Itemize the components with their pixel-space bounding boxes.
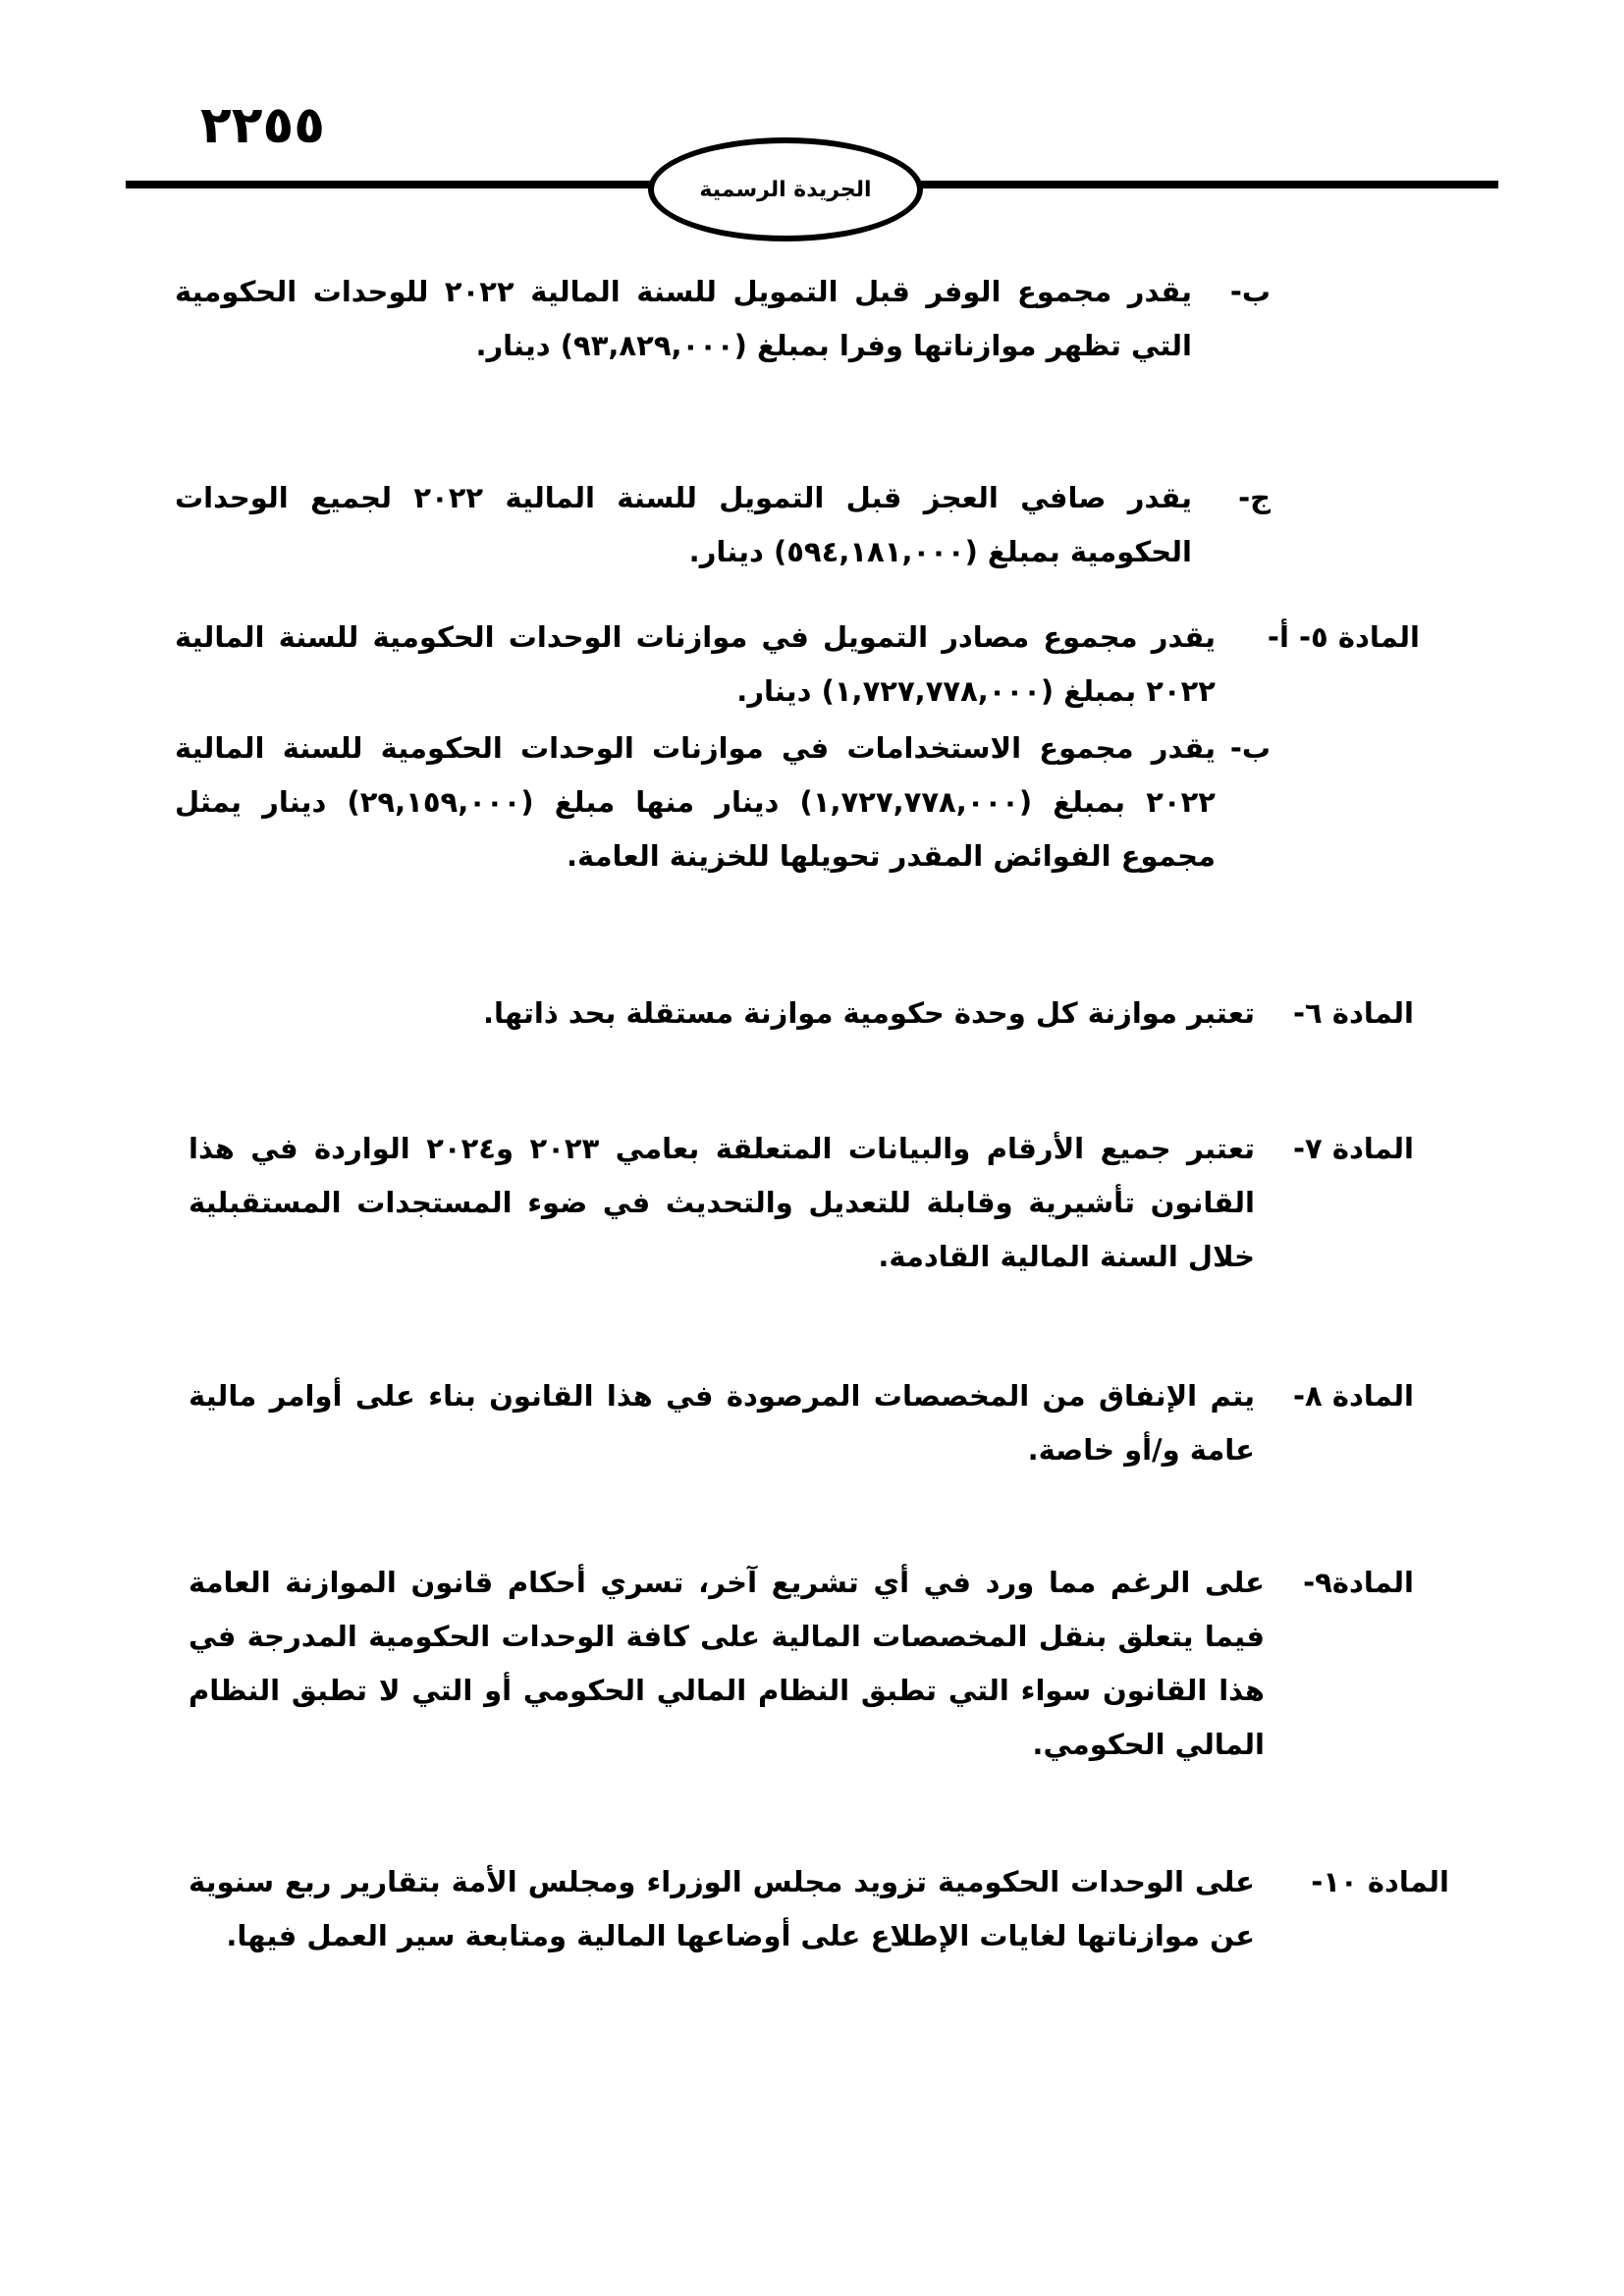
article-label: المادة ٦- (1292, 996, 1414, 1030)
article-10 (0, 1855, 1624, 2032)
article-5-a (0, 611, 1624, 728)
gazette-title-oval (648, 137, 923, 241)
article-text: تعتبر موازنة كل وحدة حكومية موازنة مستقلة بحد ذاتها. (482, 996, 1255, 1030)
clause-text: يقدر صافي العجز قبل التمويل للسنة المالية ٢٠٢٢ لجميع الوحدات الحكومية بمبلغ (٥٩٤,١٨١,٠٠٠) دينار. (175, 481, 1192, 568)
article-5-b (0, 721, 1624, 957)
clause-surplus (0, 265, 1624, 442)
clause-label: ج- (1238, 481, 1271, 514)
article-text: يتم الإنفاق من المخصصات المرصودة في هذا القانون بناء على أوامر مالية عامة و/أو خاصة. (189, 1379, 1255, 1467)
gazette-title: الجريدة الرسمية (699, 177, 872, 202)
article-label: المادة ١٠- (1311, 1865, 1449, 1898)
article-9 (0, 1556, 1624, 1791)
article-label: المادة ٨- (1292, 1379, 1414, 1413)
article-text: يقدر مجموع الاستخدامات في موازنات الوحدات الحكومية للسنة المالية ٢٠٢٢ بمبلغ (١,٧٢٧,٧٧٨,٠٠٠) دينار منها مبلغ (٢٩,١٥٩,٠٠٠) دينار يمثل مجموع الفوائض المقدر تحويلها للخزينة العامة. (175, 731, 1216, 873)
clause-label: ب- (1229, 275, 1271, 308)
page-number: ٢٢٥٥ (200, 96, 325, 155)
article-text: يقدر مجموع مصادر التمويل في موازنات الوحدات الحكومية للسنة المالية ٢٠٢٢ بمبلغ (١,٧٢٧,٧٧٨,٠٠٠) دينار. (175, 620, 1216, 708)
clause-deficit (0, 471, 1624, 589)
clause-text: يقدر مجموع الوفر قبل التمويل للسنة المالية ٢٠٢٢ للوحدات الحكومية التي تظهر موازناتها وفرا بمبلغ (٩٣,٨٢٩,٠٠٠) دينار. (175, 275, 1193, 362)
article-text: على الوحدات الحكومية تزويد مجلس الوزراء ومجلس الأمة بتقارير ربع سنوية عن موازناتها لغايات الإطلاع على أوضاعها المالية ومتابعة سير العمل فيها. (189, 1865, 1255, 1952)
article-7 (0, 1122, 1624, 1299)
article-label: المادة٩- (1303, 1566, 1414, 1599)
article-label: المادة ٥- أ- (1267, 620, 1420, 654)
article-6 (0, 987, 1624, 1045)
article-label: المادة ٧- (1292, 1132, 1414, 1165)
article-text: على الرغم مما ورد في أي تشريع آخر، تسري أحكام قانون الموازنة العامة فيما يتعلق بنقل المخصصات المالية على كافة الوحدات الحكومية المدرجة في هذا القانون سواء التي تطبق النظام المالي الحكومي أو التي لا تطبق النظام المالي الحكومي. (189, 1566, 1265, 1761)
article-8 (0, 1369, 1624, 1487)
clause-label: ب- (1229, 731, 1271, 765)
article-text: تعتبر جميع الأرقام والبيانات المتعلقة بعامي ٢٠٢٣ و٢٠٢٤ الواردة في هذا القانون تأشيرية وقابلة للتعديل والتحديث في ضوء المستجدات المستقبلية خلال السنة المالية القادمة. (189, 1132, 1255, 1273)
